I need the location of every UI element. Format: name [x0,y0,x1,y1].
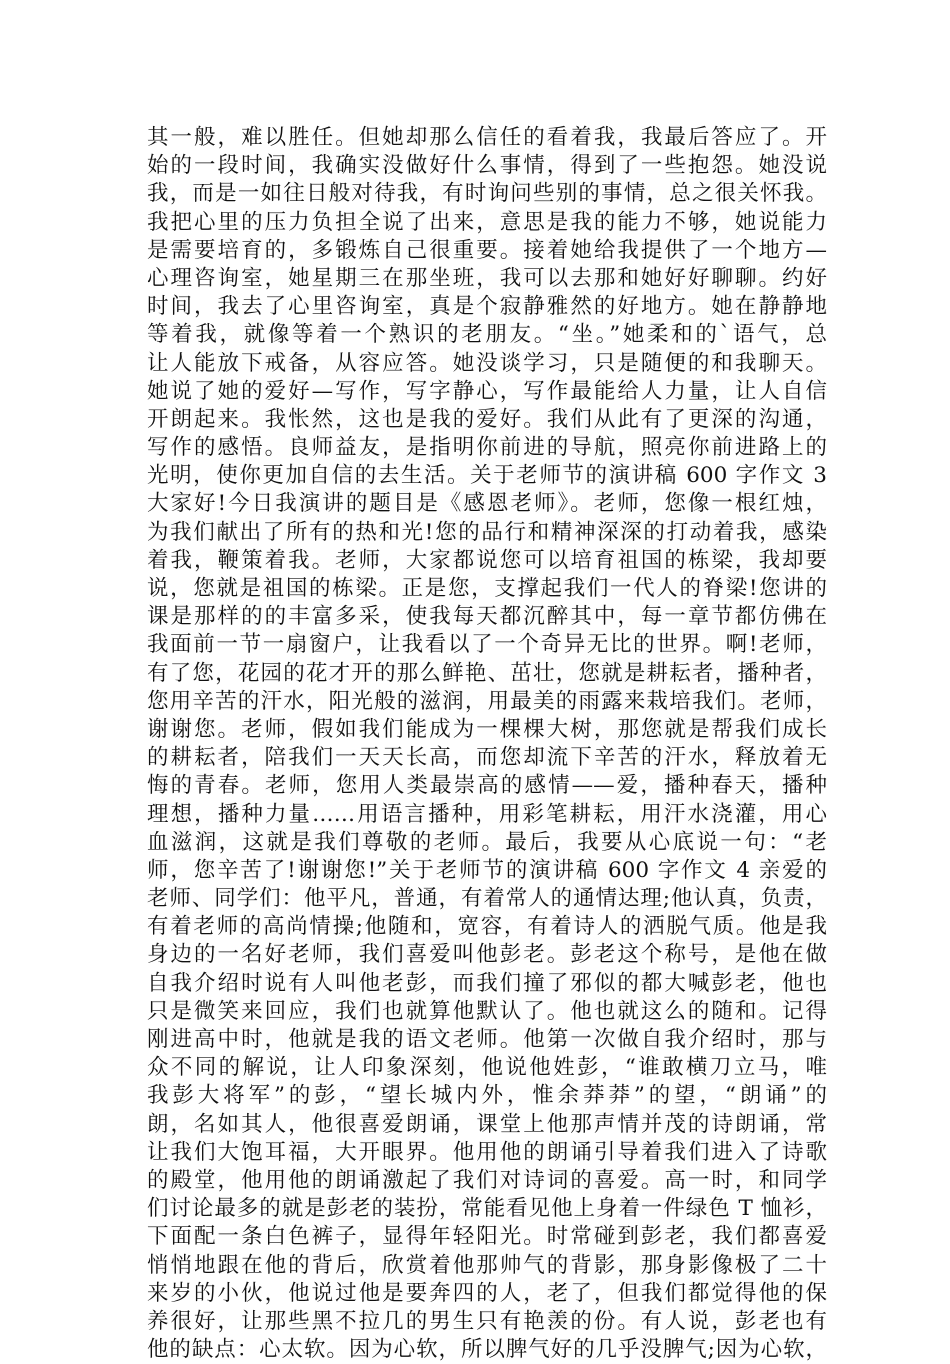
text-line: 刚进高中时，他就是我的语文老师。他第一次做自我介绍时，那与 [147,1027,827,1052]
text-line: 朗，名如其人，他很喜爱朗诵，课堂上他那声情并茂的诗朗诵，常 [147,1111,827,1137]
text-line: 其一般，难以胜任。但她却那么信任的看着我，我最后答应了。开 [147,125,827,150]
text-line: 我，而是一如往日般对待我，有时询问些别的事情，总之很关怀我。 [147,181,827,207]
text-line: 众不同的解说，让人印象深刻，他说他姓彭，“谁敢横刀立马，唯 [147,1055,827,1081]
text-line: 等着我，就像等着一个熟识的老朋友。“坐。”她柔和的`语气，总 [147,322,827,348]
text-line: 说，您就是祖国的栋梁。正是您，支撑起我们一代人的脊梁!您讲的 [147,576,827,601]
text-line: 老师、同学们：他平凡，普通，有着常人的通情达理;他认真，负责， [147,886,827,912]
text-line: 有了您，花园的花才开的那么鲜艳、茁壮，您就是耕耘者，播种者， [147,660,827,686]
text-line: 写作的感悟。良师益友，是指明你前进的导航，照亮你前进路上的 [147,435,827,461]
text-line: 只是微笑来回应，我们也就算他默认了。他也就这么的随和。记得 [147,998,827,1024]
text-line: 让人能放下戒备，从容应答。她没谈学习，只是随便的和我聊天。 [147,350,827,376]
text-line: 有着老师的高尚情操;他随和，宽容，有着诗人的洒脱气质。他是我 [147,914,827,940]
text-line: 师，您辛苦了!谢谢您!”关于老师节的演讲稿 600 字作文 4 亲爱的 [147,857,827,883]
text-line: 您用辛苦的汗水，阳光般的滋润，用最美的雨露来栽培我们。老师， [147,688,827,714]
text-line: 开朗起来。我怅然，这也是我的爱好。我们从此有了更深的沟通， [147,406,827,432]
text-line: 她说了她的爱好—写作，写字静心，写作最能给人力量，让人自信 [147,378,827,404]
text-line: 着我，鞭策着我。老师，大家都说您可以培育祖国的栋梁，我却要 [147,547,827,573]
text-line: 光明，使你更加自信的去生活。关于老师节的演讲稿 600 字作文 3 [147,463,827,489]
text-line: 血滋润，这就是我们尊敬的老师。最后，我要从心底说一句：“老 [147,829,827,855]
text-line: 下面配一条白色裤子，显得年轻阳光。时常碰到彭老，我们都喜爱 [147,1224,827,1250]
text-line: 他的缺点：心太软。因为心软，所以脾气好的几乎没脾气;因为心软， [147,1337,827,1363]
text-line: 自我介绍时说有人叫他老彭，而我们撞了邪似的都大喊彭老，他也 [147,970,827,996]
text-line: 为我们献出了所有的热和光!您的品行和精神深深的打动着我，感染 [147,519,827,545]
text-line: 我彭大将军”的彭，“望长城内外，惟余莽莽”的望，“朗诵”的 [147,1083,827,1109]
text-line: 谢谢您。老师，假如我们能成为一棵棵大树，那您就是帮我们成长 [147,716,827,742]
text-line: 来岁的小伙，他说过他是要奔四的人，老了，但我们都觉得他的保 [147,1280,827,1306]
text-line: 始的一段时间，我确实没做好什么事情，得到了一些抱怨。她没说 [147,153,827,179]
text-line: 大家好!今日我演讲的题目是《感恩老师》。老师，您像一根红烛， [147,491,827,517]
text-line: 的殿堂，他用他的朗诵激起了我们对诗词的喜爱。高一时，和同学 [147,1167,827,1193]
text-line: 我把心里的压力负担全说了出来，意思是我的能力不够，她说能力 [147,209,827,235]
text-line: 的耕耘者，陪我们一天天长高，而您却流下辛苦的汗水，释放着无 [147,745,827,771]
text-line: 我面前一节一扇窗户，让我看以了一个奇异无比的世界。啊!老师， [147,632,827,658]
text-line: 们讨论最多的就是彭老的装扮，常能看见他上身着一件绿色 T 恤衫， [147,1196,827,1222]
text-line: 课是那样的的丰富多采，使我每天都沉醉其中，每一章节都仿佛在 [147,604,827,630]
body-text [147,124,827,1364]
text-line: 悄悄地跟在他的背后，欣赏着他那帅气的背影，那身影像极了二十 [147,1252,827,1278]
text-line: 让我们大饱耳福，大开眼界。他用他的朗诵引导着我们进入了诗歌 [147,1139,827,1165]
text-line: 心理咨询室，她星期三在那坐班，我可以去那和她好好聊聊。约好 [147,265,827,291]
text-line: 时间，我去了心里咨询室，真是个寂静雅然的好地方。她在静静地 [147,294,827,320]
text-line: 悔的青春。老师，您用人类最崇高的感情——爱，播种春天，播种 [147,773,827,799]
text-line: 养很好，让那些黑不拉几的男生只有艳羡的份。有人说，彭老也有 [147,1308,827,1334]
text-line: 身边的一名好老师，我们喜爱叫他彭老。彭老这个称号，是他在做 [147,942,827,968]
text-line: 是需要培育的，多锻炼自己很重要。接着她给我提供了一个地方— [147,237,827,263]
text-line: 理想，播种力量……用语言播种，用彩笔耕耘，用汗水浇灌，用心 [147,801,827,827]
